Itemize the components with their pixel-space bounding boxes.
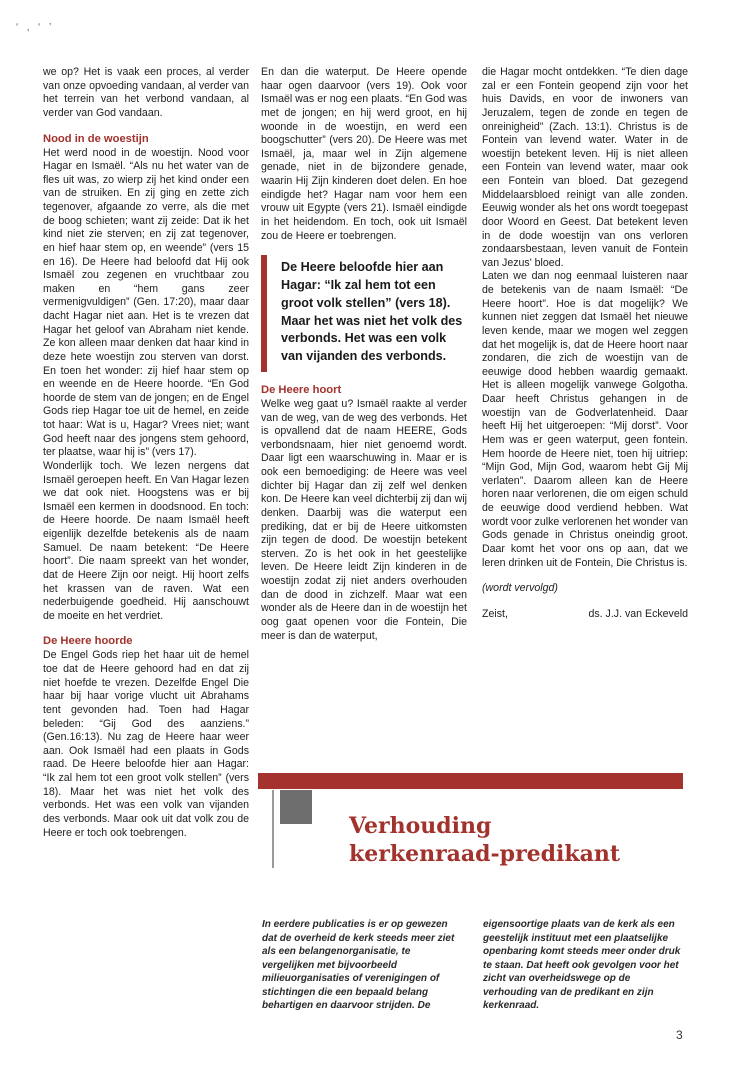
article-title-line-1: Verhouding <box>349 813 492 839</box>
article-title-line-2: kerkenraad-predikant <box>349 841 621 867</box>
decorative-block <box>280 790 312 824</box>
section-heading-heere-hoorde: De Heere hoorde <box>43 635 133 648</box>
signature-author: ds. J.J. van Eckeveld <box>588 607 688 620</box>
column-3 <box>482 66 688 621</box>
article-intro-right <box>483 918 683 1013</box>
page-number: 3 <box>676 1028 683 1042</box>
paragraph: Laten we dan nog eenmaal luisteren naar de betekenis van de naam Ismaël: “De Heere hoort”. Hoe is dat mogelijk? We kunnen niet zeggen dat Ismaël het nieuwe leven kende, maar we mogen wel zeggen dat het mogelijk is, dat de Heere hoort naar zondaren, die zich de woestijn van de eeuwige dood hebben waardig gemaakt. Het is alleen mogelijk vanwege Golgotha. Daar heeft Christus gehangen in de woestijn van de Godverlatenheid. Daar heeft Hij het uitgeroepen: “Mij dorst”. Voor Hem was er geen waterput, geen fontein. Hem hoorde de Heere niet, toen hij uitriep: “Mijn God, Mijn God, waarom hebt Gij Mij verlaten”. Daarom alleen kan de Heere horen naar verlorenen, die om eigen schuld de eeuwige dood verdiend hebben. Wat wordt voor zulke verlorenen het wonder van Gods genade in Christus oneindig groot. Daar komt het voor ons op aan, dat we leren drinken uit de Fontein, Die Christus is. <box>482 270 688 569</box>
paragraph: Wonderlijk toch. We lezen nergens dat Ismaël geroepen heeft. En Van Hagar lezen we dat ook niet. Hoogstens was er bij Ismaël een kermen in doodsnood. En toch: de Heere hoorde. De naam Ismaël heeft eigenlijk dezelfde betekenis als de naam Samuel. De naam betekent: “De Heere hoort”. Die naam spreekt van het wonder, dat de Heere Zijn oor neigt. Hij hoort zelfs het krassen van de raven. Wat een nederbuigende goedheid. Hij aanschouwt de moeite en het verdriet. <box>43 459 249 622</box>
signature-line <box>482 608 688 622</box>
decorative-rule <box>272 790 274 868</box>
paragraph: Welke weg gaat u? Ismaël raakte al verder van de weg, van de weg des verbonds. Het is opvallend dat de naam HEERE, Gods verbondsnaam, hier niet genoemd wordt. Daar ligt een waarschuwing in. Maar er is ook een bemoediging: de Heere was veel dichter bij Hagar dan zij zelf wel denken kon. De Heere kan veel dichterbij zij dan wij denken. Daarbij was die waterput een prediking, dat er bij de Heere uitkomsten zijn tegen de dood. De woestijn betekent sterven. Zo is het ook in het geestelijke leven. De Heere leidt Zijn kinderen in de woestijn zodat zij niet anders overhouden dan de dood in zichzelf. Maar wat een wonder als de Heere dan in de woestijn het oog gaat openen voor die Fontein, Die meer is dan de waterput, <box>261 397 467 642</box>
intro-text: eigensoortige plaats van de kerk als een geestelijk instituut met een plaatselijke openbaring komt steeds meer onder druk te staan. Dat heeft ook gevolgen voor het zicht van overheidswege op de verhouding van de predikant en zijn kerkenraad. <box>483 919 681 1011</box>
paragraph: De Engel Gods riep het haar uit de hemel toe dat de Heere gehoord had en dat zij niet hoefde te vrezen. Dezelfde Engel Die haar bij haar vorige vlucht uit Abrahams tent gevonden had. Toen had Hagar beleden: “Gij God des aanziens.” (Gen.16:13). Nu zag de Heere haar weer aan. Ook Ismaël had een plaats in Gods raad. De Heere beloofde hier aan Hagar: “Ik zal hem tot een groot volk stellen” (vers 18). Maar het was niet het volk des verbonds. Het was een volk van vijanden des verbonds. Maar ook uit dat volk zou de Heere er toch ook toebrengen. <box>43 649 249 839</box>
paragraph: we op? Het is vaak een proces, al verder van onze opvoeding vandaan, al verder van het terrein van het verbond vandaan, al verder van God vandaan. <box>43 66 249 119</box>
paragraph: die Hagar mocht ontdekken. “Te dien dage zal er een Fontein geopend zijn voor het huis Davids, en voor de inwoners van Jeruzalem, tegen de zonde en tegen de onreinigheid” (Zach. 13:1). Christus is de Fontein van levend water. Water in de woestijn betekent leven. Hij is niet alleen een Fontein van levend water, maar ook een Fontein van bloed. Dat gezegend Middelaarsbloed reinigt van alle zonden. Eeuwig wonder als het ons wordt toegepast door Woord en Geest. Dat betekent leven in de dode woestijn van ons verloren zondaarsbestaan, leven vanuit de Fontein van Jezus' bloed. <box>482 66 688 269</box>
page-corner-marks: ‘ ‚ ‘ ’ <box>16 22 55 33</box>
paragraph: En dan die waterput. De Heere opende haar ogen daarvoor (vers 19). Ook voor Ismaël was er nog een plaats. “En God was met de jongen; en hij werd groot, en hij woonde in de woestijn, en werd een boogschutter” (vers 20). De Heere was met Ismaël, ja, maar wel in Zijn algemene genade, niet in de bijzondere genade, waarin Hij Zijn kinderen doet delen. En hoe eindigde het? Hagar nam voor hem een vrouw uit Egypte (vers 21). Ismaël eindigde in het heidendom. En toch, ook uit Ismaël zou de Heere er toebrengen. <box>261 66 467 242</box>
article-header-band <box>258 773 683 789</box>
signature-place: Zeist, <box>482 607 508 620</box>
article-intro-left <box>262 918 462 1013</box>
section-heading-nood: Nood in de woestijn <box>43 132 149 145</box>
continued-note: (wordt vervolgd) <box>482 582 558 595</box>
pull-quote: De Heere beloofde hier aan Hagar: “Ik zal hem tot een groot volk stellen” (vers 18). Maar het was niet het volk des verbonds. Het was een volk van vijanden des verbonds. <box>261 255 467 372</box>
paragraph: Het werd nood in de woestijn. Nood voor Hagar en Ismaël. “Als nu het water van de fles uit was, zo wierp zij het kind onder een van de struiken. En zij ging en zette zich tegenover, afgaande zo verre, als die met de boog schieten; want zij zeide: Dat ik het kind niet zie sterven; en zij zat tegenover, en hief haar stem op, en weende” (vers 15 en 16). De Heere had beloofd dat Hij ook Ismaël zou zegenen en vruchtbaar zou maken en “hem gans zeer vermenigvuldigen” (Gen. 17:20), maar daar dacht Hagar niet aan. Het is te vrezen dat Hagar het geloof van Abraham niet kende. Ze kon alleen maar denken dat haar kind in deze hete woestijn zou sterven van dorst. En toen het wonder: zij hief haar stem op en weende en de Heere hoorde. “En God hoorde de stem van de jongen; en de Engel Gods riep Hagar toe uit de hemel, en zeide tot haar: Wat is u, Hagar? Vrees niet; want God heeft naar des jongens stem gehoord, ter plaatse, waar hij is” (vers 17). <box>43 146 249 459</box>
column-2 <box>261 66 467 643</box>
article-title <box>349 812 620 868</box>
section-heading-heere-hoort: De Heere hoort <box>261 383 342 396</box>
intro-text: In eerdere publicaties is er op gewezen dat de overheid de kerk steeds meer ziet als een belangenorganisatie, te vergelijken met bijvoorbeeld milieuorganisaties of verenigingen of stichtingen die een bepaald belang behartigen en daarvoor strijden. De <box>262 919 455 1011</box>
column-1 <box>43 66 249 840</box>
